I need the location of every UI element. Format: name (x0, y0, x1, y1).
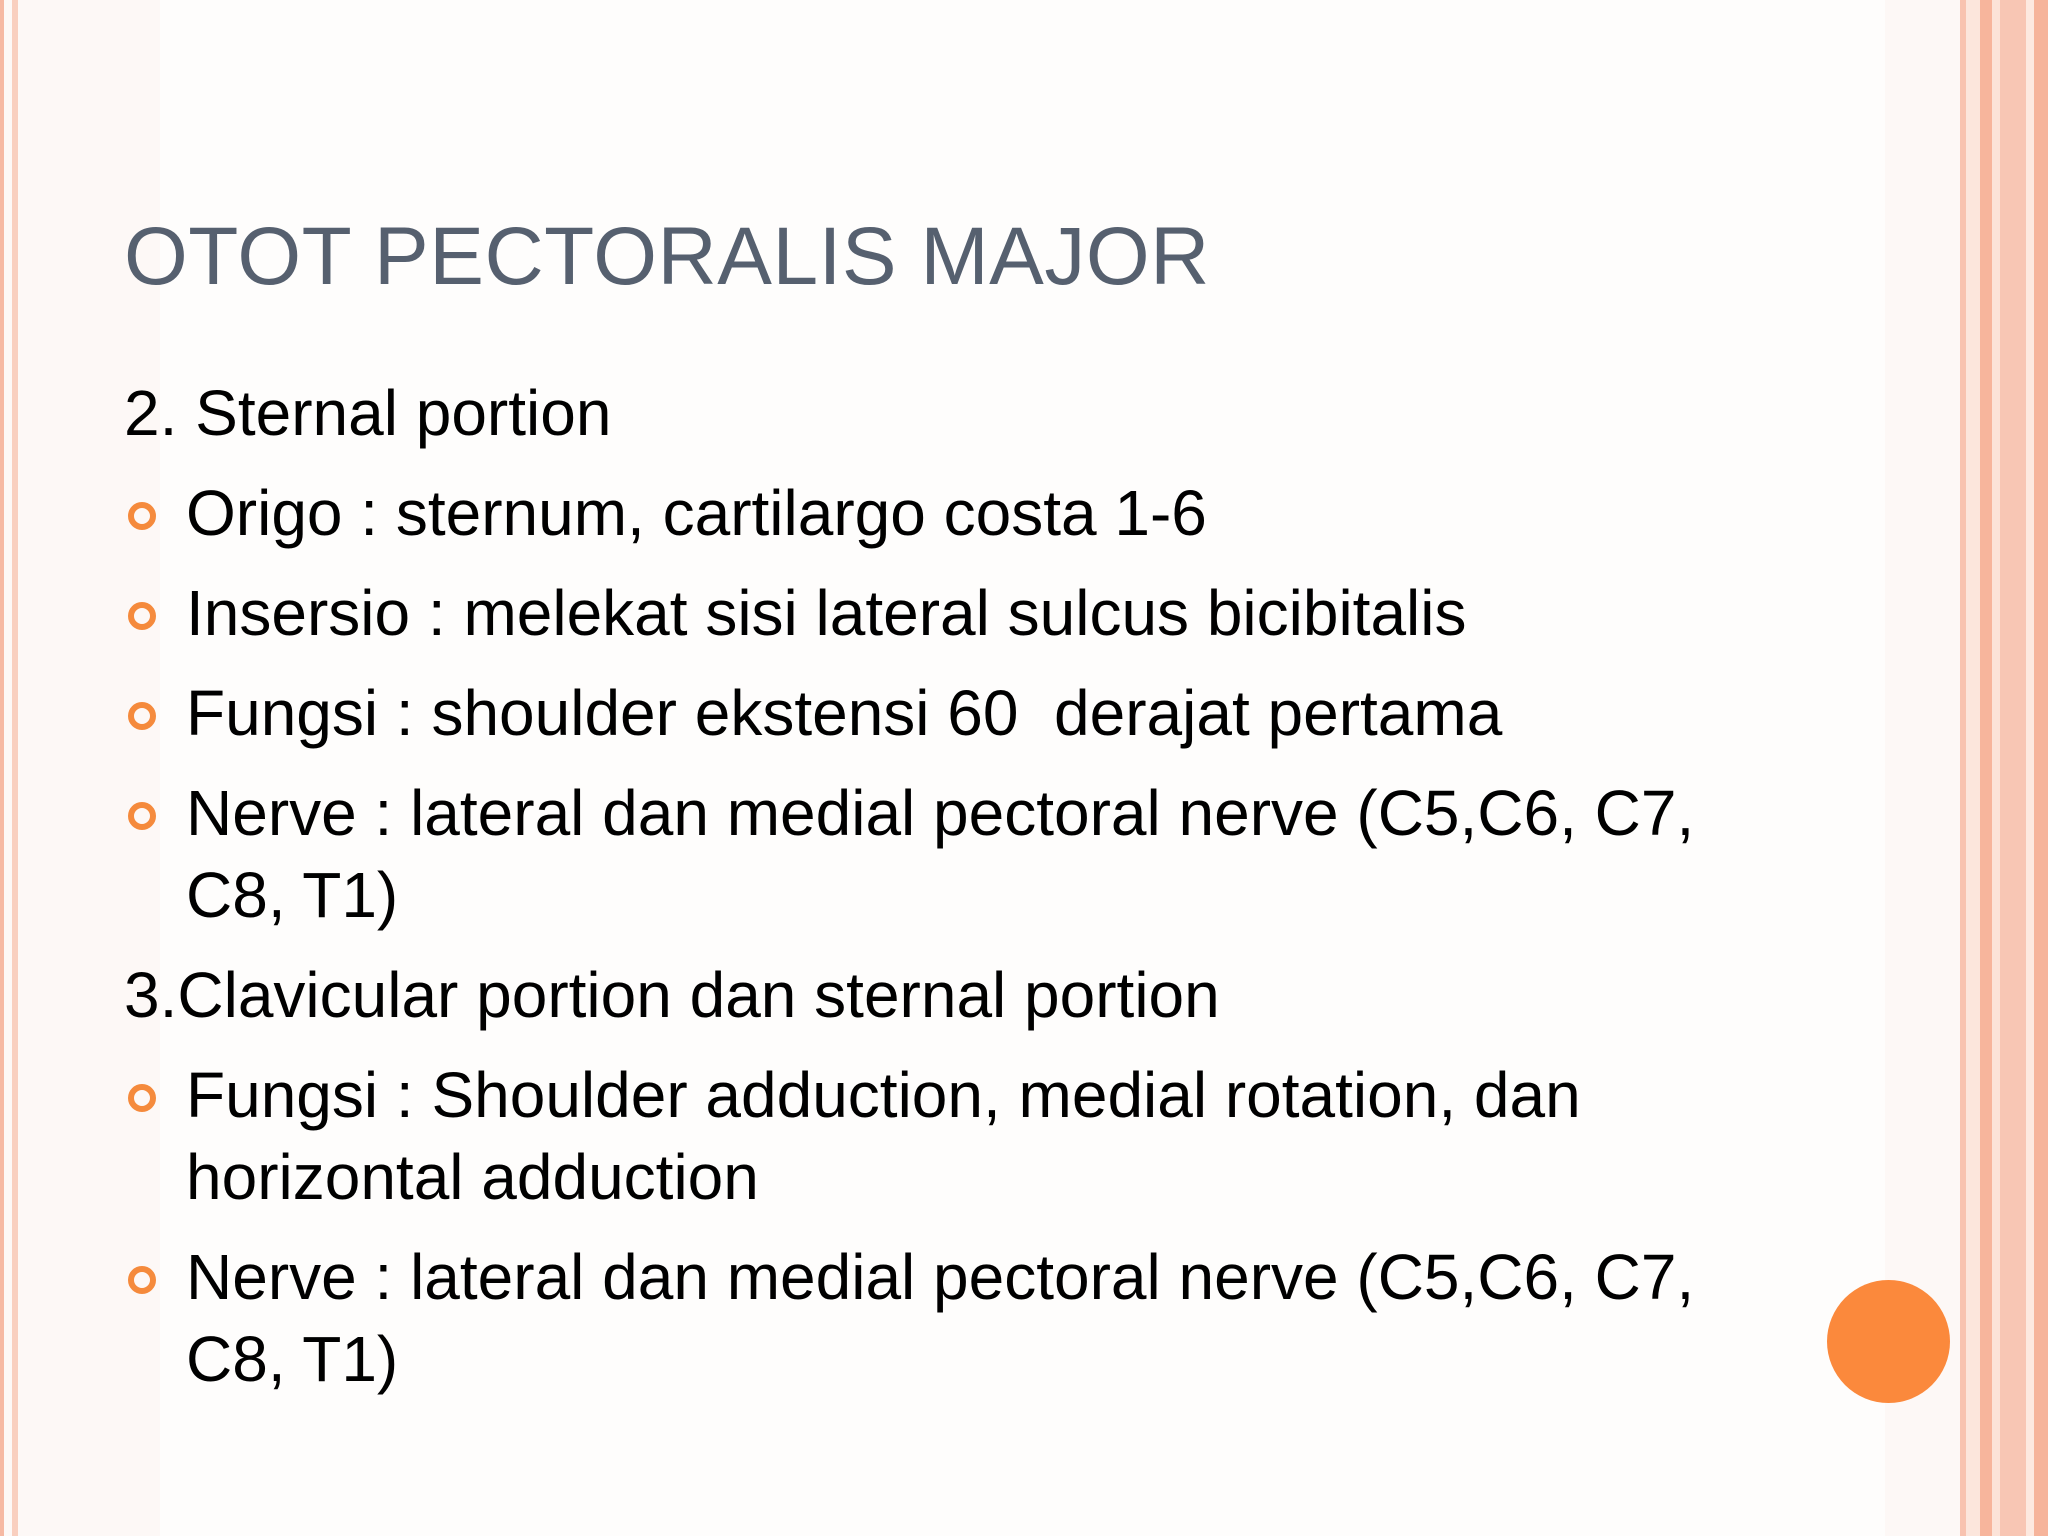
right-frame-stripe (1992, 0, 2000, 1536)
left-frame-stripe (12, 0, 18, 1536)
bullet-item (124, 1054, 1824, 1218)
hollow-circle-bullet-icon (128, 502, 156, 530)
left-frame-line (0, 0, 4, 1536)
right-frame-stripe (2000, 0, 2026, 1536)
right-frame-stripe (1966, 0, 1980, 1536)
hollow-circle-bullet-icon (128, 802, 156, 830)
hollow-circle-bullet-icon (128, 602, 156, 630)
bullet-item (124, 1236, 1824, 1400)
right-frame-stripe (2026, 0, 2034, 1536)
section-heading-sternal: 2. Sternal portion (124, 377, 612, 449)
bullet-item (124, 572, 1824, 654)
hollow-circle-bullet-icon (128, 702, 156, 730)
hollow-circle-bullet-icon (128, 1266, 156, 1294)
slide-body (124, 372, 1824, 1418)
bullet-text: Nerve : lateral dan medial pectoral nerve (C5,C6, C7, C8, T1) (186, 777, 1695, 931)
bullet-text: Fungsi : shoulder ekstensi 60 derajat pertama (186, 677, 1503, 749)
slide-title: OTOT PECTORALIS MAJOR (124, 211, 1210, 302)
bullet-item (124, 772, 1886, 936)
bullet-text: Fungsi : Shoulder adduction, medial rotation, dan horizontal adduction (186, 1059, 1581, 1213)
bullet-item (124, 472, 1824, 554)
bullet-text: Nerve : lateral dan medial pectoral nerve (C5,C6, C7, C8, T1) (186, 1241, 1695, 1395)
bullet-item (124, 672, 1824, 754)
right-frame-stripe (2034, 0, 2048, 1536)
right-frame-stripe (1980, 0, 1992, 1536)
bullet-text: Insersio : melekat sisi lateral sulcus bicibitalis (186, 577, 1467, 649)
bullet-text: Origo : sternum, cartilargo costa 1-6 (186, 477, 1207, 549)
hollow-circle-bullet-icon (128, 1084, 156, 1112)
section-heading-clavicular: 3.Clavicular portion dan sternal portion (124, 959, 1220, 1031)
orange-circle-icon (1827, 1280, 1950, 1403)
